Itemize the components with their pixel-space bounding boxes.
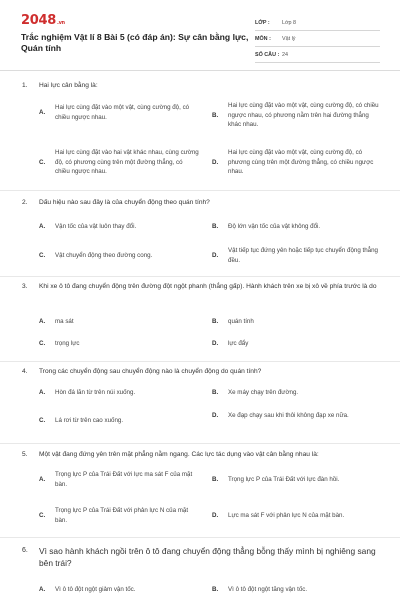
meta-value: 24 [282,51,288,58]
option-a[interactable] [39,103,199,122]
option-text: Vì ô tô đột ngột tăng vận tốc. [228,586,308,593]
question-number: 5. [22,451,28,458]
option-d[interactable] [212,511,382,521]
option-c[interactable] [39,506,199,525]
option-text: Lá rơi từ trên cao xuống. [55,417,124,424]
option-d[interactable] [212,148,382,177]
meta-row-class [255,15,380,31]
option-b[interactable] [212,475,382,485]
option-c[interactable] [39,416,199,426]
option-a[interactable] [39,222,199,232]
question-number: 2. [22,199,28,206]
option-letter: B. [212,389,219,396]
option-text: lực đẩy [228,340,249,347]
option-letter: A. [39,475,46,483]
option-text: Trọng lực P của Trái Đất với lực ma sát F của mặt bàn. [55,471,193,488]
option-text: Hai lực cùng đặt vào hai vật khác nhau, cùng cường độ, có phương cùng trên một đường thẳng, có chiều ngược nhau. [55,149,199,176]
option-text: Xe máy chạy trên đường. [228,389,299,396]
option-c[interactable] [39,251,199,261]
option-text: Lực ma sát F với phản lực N của mặt bàn. [228,512,345,519]
option-text: trọng lực [55,340,80,347]
option-d[interactable] [212,339,382,349]
question-stem [22,81,382,91]
question-text: Dấu hiệu nào sau đây là của chuyển động theo quán tính? [39,199,210,206]
option-text: Hai lực cùng đặt vào một vật, cùng cường độ, có chiều ngược nhau, có phương nằm trên hai đường thẳng khác nhau. [228,102,379,129]
option-letter: B. [212,318,219,325]
option-text: Vật tiếp tục đứng yên hoặc tiếp tục chuyển động thẳng đều. [228,247,378,264]
question-divider [0,443,400,444]
question-text: Khi xe ô tô đang chuyển động trên đường đột ngột phanh (thắng gấp). Hành khách trên xe bị xô về phía trước là do [39,283,377,290]
option-c[interactable] [39,339,199,349]
option-b[interactable] [212,101,382,130]
option-text: Hai lực cùng đặt vào một vật, cùng cường độ, có phương cùng trên một đường thẳng, có chiều ngược nhau. [228,149,374,176]
option-text: Vật chuyển động theo đường cong. [55,252,153,259]
option-text: Hai lực cùng đặt vào một vật, cùng cường độ, có chiều ngược nhau. [55,104,190,121]
question-stem [22,198,382,208]
question-number: 6. [22,547,28,554]
option-letter: D. [212,512,219,519]
document-meta [255,15,380,63]
question-text: Vì sao hành khách ngồi trên ô tô đang chuyển động thẳng bỗng thấy mình bị nghiêng sang bên trái? [39,546,376,568]
option-text: ma sát [55,318,74,325]
option-a[interactable] [39,470,199,489]
option-letter: A. [39,108,46,116]
option-letter: D. [212,412,219,419]
option-letter: A. [39,389,46,396]
question-divider [0,190,400,191]
option-text: Độ lớn vận tốc của vật không đổi. [228,223,321,230]
question-divider [0,276,400,277]
option-letter: C. [39,252,46,259]
option-a[interactable] [39,388,199,398]
question-stem [22,367,382,377]
option-letter: D. [212,251,219,259]
page-header [0,0,400,66]
option-text: Hòn đá lăn từ trên núi xuống. [55,389,136,396]
option-text: Trọng lực P của Trái Đất với lực đàn hồi. [228,476,340,483]
option-b[interactable] [212,317,382,327]
option-a[interactable] [39,585,199,595]
meta-label: LỚP : [255,19,270,26]
site-logo[interactable] [21,13,65,28]
option-text: Vận tốc của vật luôn thay đổi. [55,223,137,230]
meta-row-subject [255,31,380,47]
question-divider [0,361,400,362]
meta-value: Lớp 8 [282,19,297,26]
question-text: Một vật đang đứng yên trên mặt phẳng nằm ngang. Các lực tác dụng vào vật cân bằng nhau là: [39,451,319,458]
option-letter: A. [39,318,46,325]
option-letter: C. [39,340,46,347]
option-text: Trọng lực P của Trái Đất với phản lực N của mặt bàn. [55,507,189,524]
question-stem [22,282,382,292]
question-divider [0,537,400,538]
option-b[interactable] [212,585,382,595]
option-d[interactable] [212,411,382,421]
option-b[interactable] [212,388,382,398]
option-letter: B. [212,476,219,483]
option-letter: A. [39,586,46,593]
header-divider [0,70,400,71]
option-letter: C. [39,158,46,166]
meta-label: MÔN : [255,35,271,42]
option-letter: B. [212,223,219,230]
option-letter: D. [212,158,219,166]
option-letter: C. [39,417,46,424]
option-letter: D. [212,340,219,347]
meta-value: Vật lý [282,35,296,42]
option-text: Vì ô tô đột ngột giảm vận tốc. [55,586,136,593]
question-text: Trong các chuyển động sau chuyển động nào là chuyển động do quán tính? [39,368,262,375]
question-number: 4. [22,368,28,375]
question-stem [22,450,382,460]
option-letter: A. [39,223,46,230]
question-number: 3. [22,283,28,290]
logo-suffix: .vn [56,20,65,26]
option-text: quán tính [228,318,254,325]
option-d[interactable] [212,246,382,265]
document-title: Trắc nghiệm Vật lí 8 Bài 5 (có đáp án): Sự cân bằng lực, Quán tính [21,32,249,53]
meta-label: SỐ CÂU : [255,51,280,58]
meta-row-count [255,47,380,63]
option-letter: C. [39,511,46,519]
question-stem [22,545,382,569]
question-number: 1. [22,82,28,89]
option-letter: B. [212,111,219,119]
option-b[interactable] [212,222,382,232]
option-a[interactable] [39,317,199,327]
question-text: Hai lực cân bằng là: [39,82,98,89]
option-c[interactable] [39,148,199,177]
logo-text: 2048 [21,13,56,28]
option-text: Xe đạp chạy sau khi thôi không đạp xe nữa. [228,412,349,419]
option-letter: B. [212,586,219,593]
